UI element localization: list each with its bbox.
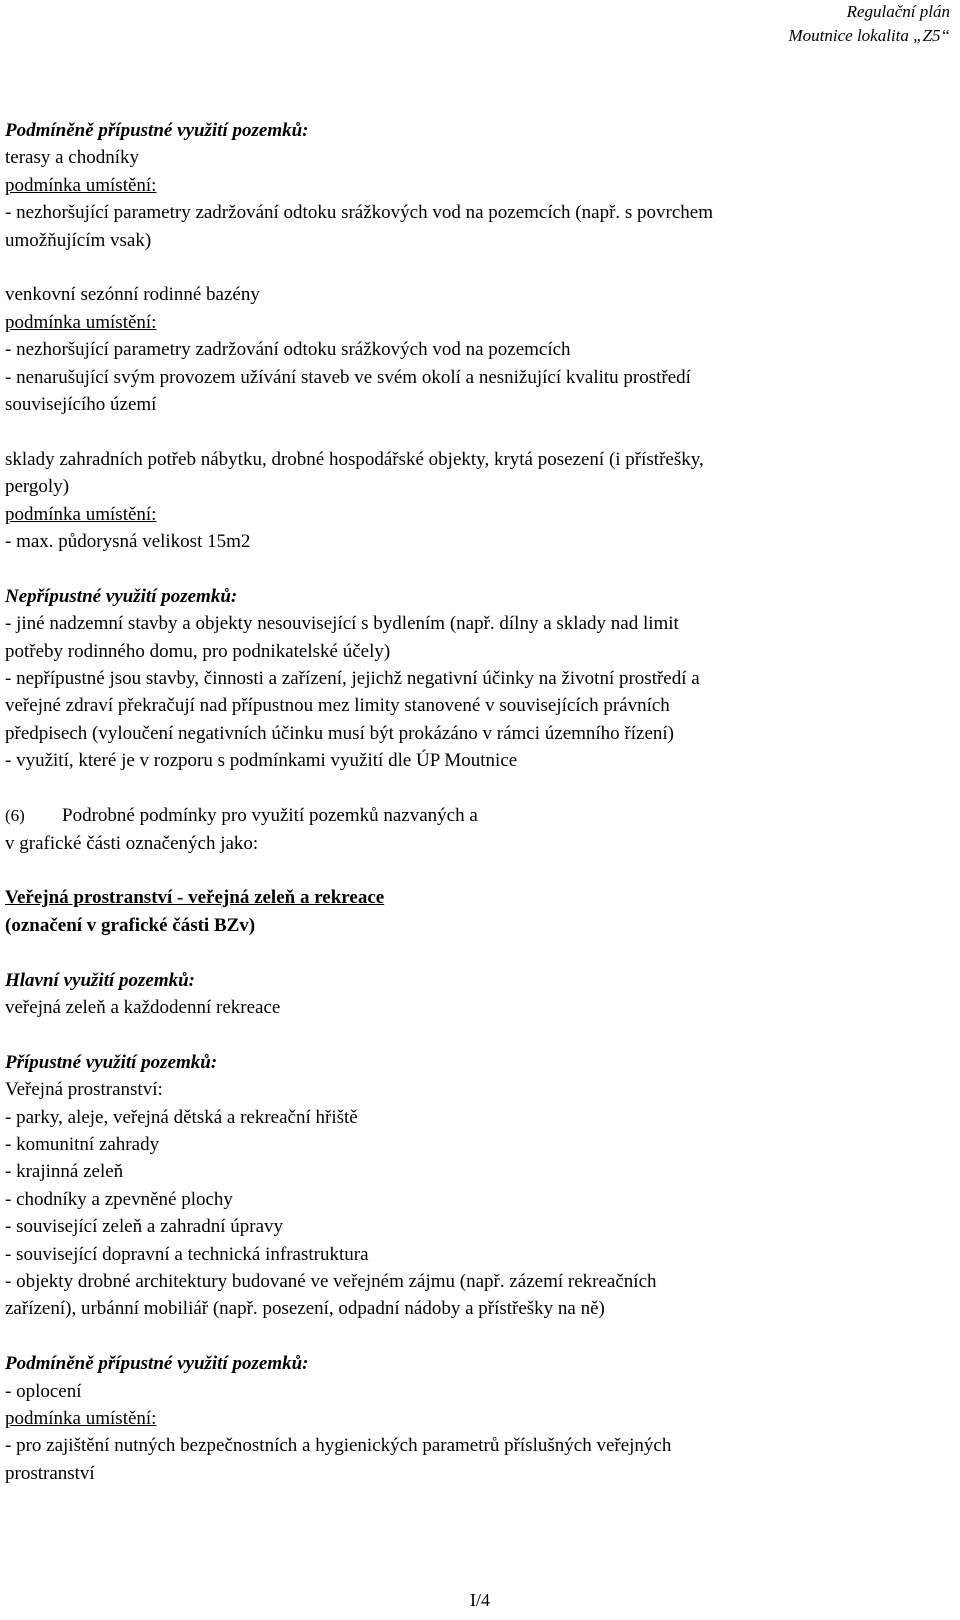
area-subtitle: (označení v grafické části BZv) <box>5 914 256 936</box>
paragraph-text: v grafické části označených jako: <box>5 832 259 854</box>
condition-text: - max. půdorysná velikost 15m2 <box>5 531 251 553</box>
conditional-use-heading: Podmíněně přípustné využití pozemků: <box>5 120 309 141</box>
conditional-use-heading: Podmíněně přípustné využití pozemků: <box>5 1353 309 1375</box>
list-item: - související dopravní a technická infrastruktura <box>5 1243 369 1265</box>
condition-text: - nenarušující svým provozem užívání staveb ve svém okolí a nesnižující kvalitu prostředí <box>5 366 691 388</box>
main-use-heading: Hlavní využití pozemků: <box>5 969 195 991</box>
list-item: - krajinná zeleň <box>5 1161 124 1183</box>
list-item: zařízení), urbánní mobiliář (např. posezení, odpadní nádoby a přístřešky na ně) <box>5 1298 605 1320</box>
prohibited-use-heading: Nepřípustné využití pozemků: <box>5 585 238 607</box>
pools-title: venkovní sezónní rodinné bazény <box>5 284 260 306</box>
prohibited-text: - jiné nadzemní stavby a objekty nesouvisející s bydlením (např. dílny a sklady nad limit <box>5 613 679 635</box>
paragraph-number: (6) <box>5 806 25 826</box>
header-title: Regulační plán <box>846 2 950 21</box>
prohibited-text: - nepřípustné jsou stavby, činnosti a zařízení, jejichž negativní účinky na životní prostředí a <box>5 668 700 690</box>
list-item: - související zeleň a zahradní úpravy <box>5 1216 284 1238</box>
placement-condition-label: podmínka umístění: <box>5 1407 157 1429</box>
numbered-paragraph <box>5 802 950 829</box>
prohibited-text: - využití, které je v rozporu s podmínkami využití dle ÚP Moutnice <box>5 750 518 772</box>
prohibited-text: veřejné zdraví překračují nad přípustnou mez limity stanovené v souvisejících právních <box>5 695 670 717</box>
page-number: I/4 <box>470 1590 490 1610</box>
prohibited-text: potřeby rodinného domu, pro podnikatelské účely) <box>5 640 391 662</box>
placement-condition-label: podmínka umístění: <box>5 174 157 196</box>
condition-text: prostranství <box>5 1462 95 1484</box>
terraces-title: terasy a chodníky <box>5 147 140 169</box>
paragraph-text: Podrobné podmínky pro využití pozemků nazvaných a <box>62 805 478 827</box>
storage-title: sklady zahradních potřeb nábytku, drobné hospodářské objekty, krytá posezení (i přístřešky, <box>5 448 704 470</box>
placement-condition-label: podmínka umístění: <box>5 503 157 525</box>
header-location: Moutnice lokalita „Z5“ <box>788 26 950 45</box>
placement-condition-label: podmínka umístění: <box>5 311 157 333</box>
list-item: - komunitní zahrady <box>5 1133 160 1155</box>
allowed-use-heading: Přípustné využití pozemků: <box>5 1051 218 1073</box>
condition-text: - nezhoršující parametry zadržování odtoku srážkových vod na pozemcích (např. s povrchem <box>5 202 714 224</box>
condition-text: - pro zajištění nutných bezpečnostních a hygienických parametrů příslušných veřejných <box>5 1435 672 1457</box>
condition-text: souvisejícího území <box>5 394 157 416</box>
storage-title: pergoly) <box>5 476 70 498</box>
document-body <box>5 117 950 1487</box>
condition-text: - nezhoršující parametry zadržování odtoku srážkových vod na pozemcích <box>5 339 571 361</box>
page-header <box>789 0 951 48</box>
condition-text: umožňujícím vsak) <box>5 229 152 251</box>
main-use-text: veřejná zeleň a každodenní rekreace <box>5 996 281 1018</box>
allowed-use-intro: Veřejná prostranství: <box>5 1079 163 1101</box>
prohibited-text: předpisech (vyloučení negativních účinku musí být prokázáno v rámci územního řízení) <box>5 722 675 744</box>
list-item: - chodníky a zpevněné plochy <box>5 1188 233 1210</box>
area-title: Veřejná prostranství - veřejná zeleň a rekreace <box>5 887 385 909</box>
list-item: - oplocení <box>5 1380 82 1402</box>
list-item: - parky, aleje, veřejná dětská a rekreační hřiště <box>5 1106 358 1128</box>
list-item: - objekty drobné architektury budované ve veřejném zájmu (např. zázemí rekreačních <box>5 1270 657 1292</box>
